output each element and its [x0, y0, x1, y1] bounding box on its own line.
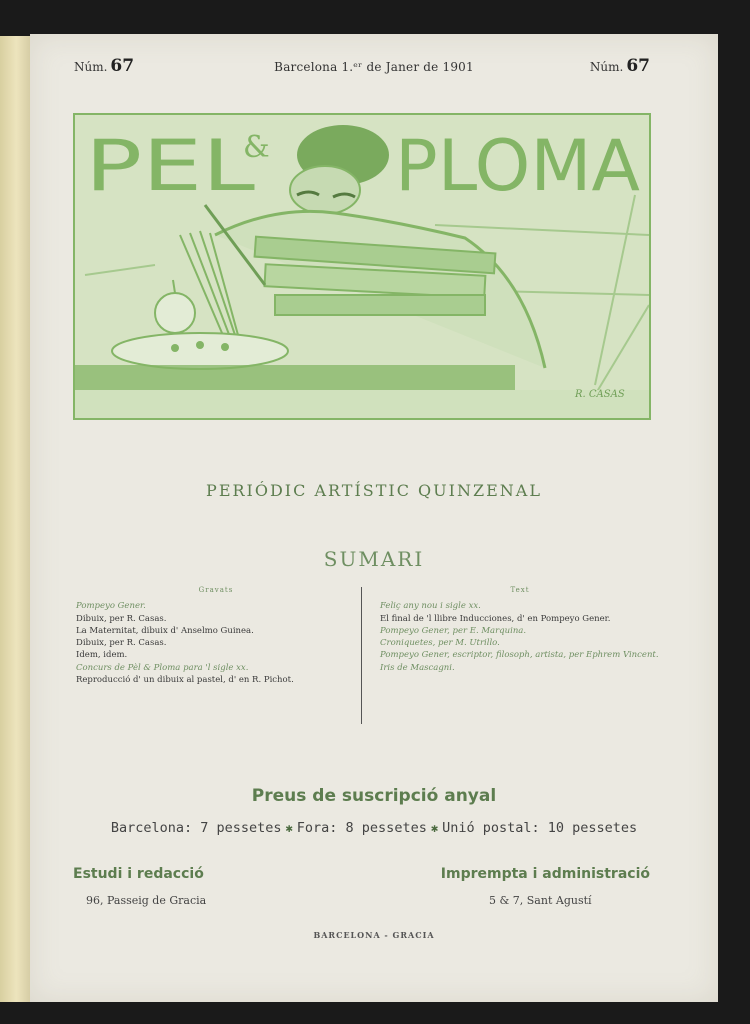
- summary-heading: SUMARI: [323, 547, 425, 571]
- text-heading: Text: [510, 586, 530, 594]
- list-item: Concurs de Pèl & Ploma para 'l sigle xx.: [76, 662, 249, 673]
- list-item: Pompeyo Gener.: [76, 601, 146, 612]
- column-divider: [361, 587, 362, 724]
- list-item: Croniquetes, per M. Utrillo.: [380, 638, 500, 649]
- list-item: Dibuix, per R. Casas.: [76, 638, 167, 649]
- face: [290, 166, 360, 214]
- list-item: La Maternitat, dibuix d' Anselmo Guinea.: [76, 625, 254, 636]
- list-item: Dibuix, per R. Casas.: [76, 613, 167, 624]
- printing-title: Imprempta i administració: [440, 866, 650, 882]
- issue-value-right: 67: [626, 56, 650, 76]
- list-item: El final de 'l llibre Inducciones, d' en Pompeyo Gener.: [380, 613, 611, 624]
- summary-text-column: [380, 584, 660, 674]
- footer-city: BARCELONA - GRACIA: [313, 930, 435, 940]
- subscription-title: Preus de suscripció anyal: [251, 786, 497, 806]
- cover-ampersand: &: [243, 130, 270, 165]
- cover-title-ploma: PLOMA: [395, 125, 641, 207]
- list-item: Idem, idem.: [76, 650, 128, 661]
- list-item: Pompeyo Gener, escriptor, filosoph, artista, per Ephrem Vincent.: [380, 650, 659, 661]
- engravings-heading: Gravats: [198, 586, 234, 594]
- list-item: Reproducció d' un dibuix al pastel, d' en R. Pichot.: [76, 675, 294, 686]
- rate-fora: Fora: 8 pessetes: [296, 820, 427, 836]
- studio-title: Estudi i redacció: [73, 866, 204, 882]
- issue-value-left: 67: [110, 56, 135, 76]
- list-item: Pompeyo Gener, per E. Marquina.: [380, 625, 527, 636]
- issue-number-right: [590, 56, 650, 76]
- magazine-page: [30, 34, 718, 1002]
- list-item: Feliç any nou i sigle xx.: [380, 601, 481, 612]
- cover-artwork: [75, 115, 649, 418]
- star-icon: ✱: [285, 821, 293, 835]
- palette: [112, 333, 288, 369]
- dateline: Barcelona 1.ᵉʳ de Janer de 1901: [274, 60, 474, 74]
- studio-address: 96, Passeig de Gracia: [86, 894, 207, 907]
- table: [75, 365, 515, 390]
- issue-label-right: Núm.: [589, 60, 624, 74]
- printing-address: 5 & 7, Sant Agustí: [489, 894, 592, 907]
- list-item: Iris de Mascagni.: [380, 662, 455, 673]
- apple: [155, 293, 195, 333]
- rate-barcelona: Barcelona: 7 pessetes: [110, 820, 282, 836]
- subscription-rates: [30, 820, 718, 836]
- artist-signature: R. CASAS: [575, 389, 625, 400]
- book-spine: [0, 36, 30, 1002]
- periodical-subtitle: PERIÓDIC ARTÍSTIC QUINZENAL: [206, 481, 542, 500]
- rate-postal: Unió postal: 10 pessetes: [442, 820, 638, 836]
- issue-label-left: Núm.: [74, 60, 108, 74]
- summary-engravings-column: [76, 584, 356, 686]
- star-icon: ✱: [430, 821, 439, 835]
- masthead-row: [30, 56, 718, 80]
- cover-illustration: [73, 113, 651, 420]
- cover-title-pel: PEL: [85, 125, 255, 207]
